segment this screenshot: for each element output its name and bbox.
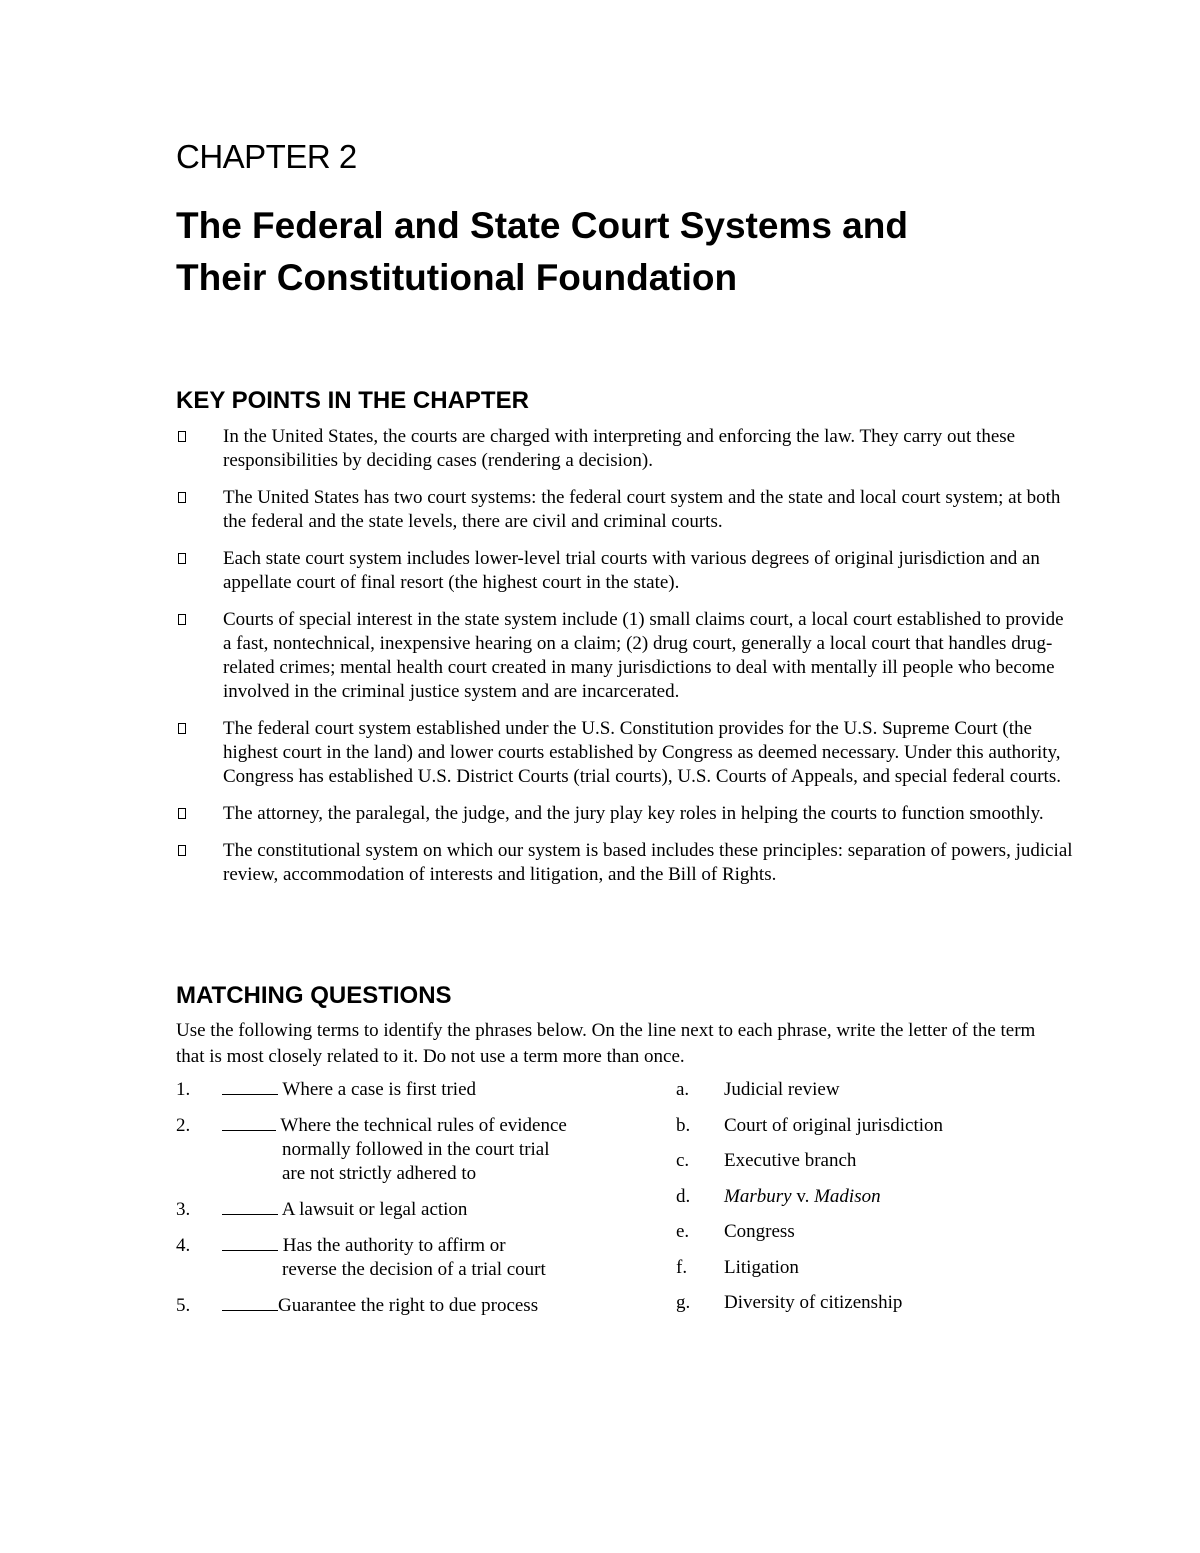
checkbox-icon bbox=[178, 553, 186, 564]
term-item: c. Executive branch bbox=[676, 1150, 857, 1171]
answer-blank[interactable] bbox=[222, 1114, 276, 1131]
matching-questions-heading: MATCHING QUESTIONS bbox=[176, 982, 452, 1009]
checkbox-icon bbox=[178, 845, 186, 856]
key-point-item: Each state court system includes lower-level trial courts with various degrees of original jurisdiction and an appellate court of final resort (the highest court in the state). bbox=[176, 547, 1076, 595]
answer-blank[interactable] bbox=[222, 1198, 278, 1215]
chapter-label: CHAPTER 2 bbox=[176, 138, 357, 175]
answer-blank[interactable] bbox=[222, 1234, 278, 1251]
chapter-title-line-2: Their Constitutional Foundation bbox=[176, 257, 738, 298]
key-point-item: Courts of special interest in the state system include (1) small claims court, a local court established to provide a fast, nontechnical, inexpensive hearing on a claim; (2) drug court, generally a local court that handles drug-related crimes; mental health court created in many jurisdictions to deal with mentally ill people who become involved in the criminal justice system and are incarcerated. bbox=[176, 608, 1076, 704]
key-point-item: The attorney, the paralegal, the judge, and the jury play key roles in helping the courts to function smoothly. bbox=[176, 802, 1076, 826]
term-item: b. Court of original jurisdiction bbox=[676, 1114, 944, 1136]
checkbox-icon bbox=[178, 723, 186, 734]
term-item: a. Judicial review bbox=[676, 1079, 840, 1100]
matching-terms-list bbox=[676, 1078, 1036, 1327]
question-item: 3. A lawsuit or legal action bbox=[176, 1199, 468, 1220]
chapter-title bbox=[176, 200, 1076, 304]
question-item: 5. Guarantee the right to due process bbox=[176, 1295, 539, 1316]
key-point-item: The United States has two court systems: the federal court system and the state and local court system; at both the federal and the state levels, there are civil and criminal courts. bbox=[176, 486, 1076, 534]
question-item: 2. Where the technical rules of evidence normally followed in the court trial are not strictly adhered to bbox=[176, 1115, 567, 1184]
matching-questions-list bbox=[176, 1078, 616, 1330]
key-points-list bbox=[176, 425, 1076, 900]
matching-instructions: Use the following terms to identify the phrases below. On the line next to each phrase, write the letter of the term that is most closely related to it. Do not use a term more than once. bbox=[176, 1020, 1036, 1067]
question-item: 1. Where a case is first tried bbox=[176, 1079, 477, 1100]
key-point-item: In the United States, the courts are charged with interpreting and enforcing the law. They carry out these responsibilities by deciding cases (rendering a decision). bbox=[176, 425, 1076, 473]
term-item: d. Marbury v. Madison bbox=[676, 1185, 881, 1207]
key-points-heading: KEY POINTS IN THE CHAPTER bbox=[176, 387, 529, 414]
checkbox-icon bbox=[178, 431, 186, 442]
answer-blank[interactable] bbox=[222, 1294, 278, 1311]
question-item: 4. Has the authority to affirm or reverse the decision of a trial court bbox=[176, 1235, 546, 1280]
checkbox-icon bbox=[178, 492, 186, 503]
answer-blank[interactable] bbox=[222, 1078, 278, 1095]
term-item: e. Congress bbox=[676, 1221, 795, 1242]
key-point-item: The federal court system established under the U.S. Constitution provides for the U.S. Supreme Court (the highest court in the land) and lower courts established by Congress as deemed necessary. Under this authority, Congress has established U.S. District Courts (trial courts), U.S. Courts of Appeals, and special federal courts. bbox=[176, 717, 1076, 789]
checkbox-icon bbox=[178, 808, 186, 819]
chapter-title-line-1: The Federal and State Court Systems and bbox=[176, 205, 908, 246]
key-point-item: The constitutional system on which our system is based includes these principles: separation of powers, judicial review, accommodation of interests and litigation, and the Bill of Rights. bbox=[176, 839, 1076, 887]
term-item: g. Diversity of citizenship bbox=[676, 1292, 903, 1313]
term-item: f. Litigation bbox=[676, 1256, 799, 1278]
checkbox-icon bbox=[178, 614, 186, 625]
